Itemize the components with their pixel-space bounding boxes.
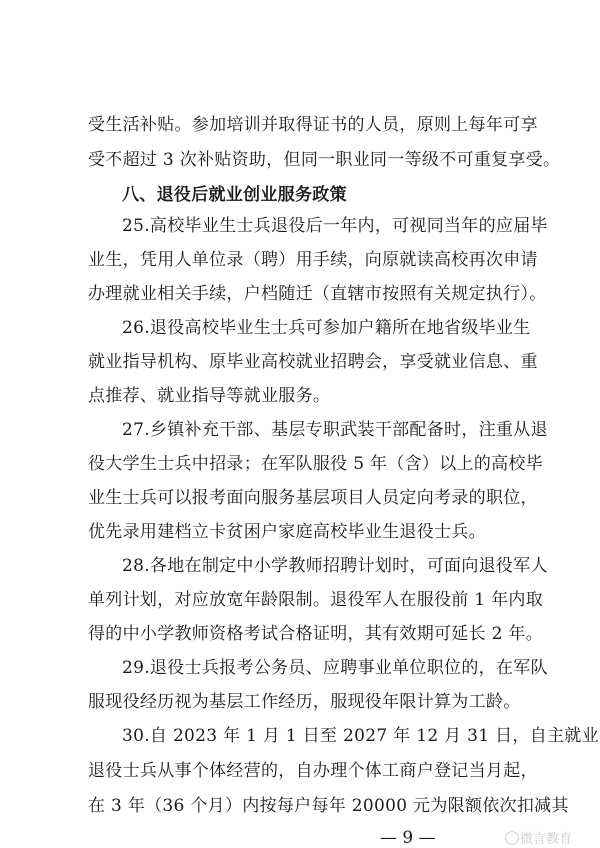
text-line: 点推荐、就业指导等就业服务。	[88, 386, 331, 406]
text-line: 在 3 年（36 个月）内按每户每年 20000 元为限额依次扣减其	[88, 796, 569, 816]
text-line: 业生，凭用人单位录（聘）用手续，向原就读高校再次申请	[88, 250, 538, 270]
text-line: 28.各地在制定中小学教师招聘计划时，可面向退役军人	[122, 556, 548, 576]
text-line: 业生士兵可以报考面向服务基层项目人员定向考录的职位，	[88, 488, 538, 508]
text-line: 优先录用建档立卡贫困户家庭高校毕业生退役士兵。	[88, 522, 486, 542]
text-line: 26.退役高校毕业生士兵可参加户籍所在地省级毕业生	[122, 318, 531, 338]
text-line: 29.退役士兵报考公务员、应聘事业单位职位的，在军队	[122, 658, 548, 678]
text-line: 办理就业相关手续，户档随迁（直辖市按照有关规定执行）。	[88, 284, 547, 304]
text-line: 服现役经历视为基层工作经历，服现役年限计算为工龄。	[88, 692, 521, 712]
weibo-icon	[505, 831, 519, 845]
text-line: 单列计划，对应放宽年龄限制。退役军人在服役前 1 年内取	[88, 590, 544, 610]
text-line: 役大学生士兵中招录；在军队服役 5 年（含）以上的高校毕	[88, 454, 544, 474]
text-line: 受不超过 3 次补贴资助，但同一职业同一等级不可重复享受。	[88, 150, 561, 170]
text-line: 得的中小学教师资格考试合格证明，其有效期可延长 2 年。	[88, 624, 544, 644]
text-line: 25.高校毕业生士兵退役后一年内，可视同当年的应届毕	[122, 216, 548, 236]
text-line: 受生活补贴。参加培训并取得证书的人员，原则上每年可享	[88, 115, 538, 135]
page-number: — 9 —	[380, 828, 436, 848]
watermark: 微言教育	[520, 832, 573, 847]
text-line: 30.自 2023 年 1 月 1 日至 2027 年 12 月 31 日，自主就业	[122, 726, 599, 746]
text-line: 就业指导机构、原毕业高校就业招聘会，享受就业信息、重	[88, 352, 538, 372]
text-line: 27.乡镇补充干部、基层专职武装干部配备时，注重从退	[122, 420, 548, 440]
section-heading: 八、退役后就业创业服务政策	[122, 185, 347, 205]
text-line: 退役士兵从事个体经营的，自办理个体工商户登记当月起，	[88, 761, 538, 781]
